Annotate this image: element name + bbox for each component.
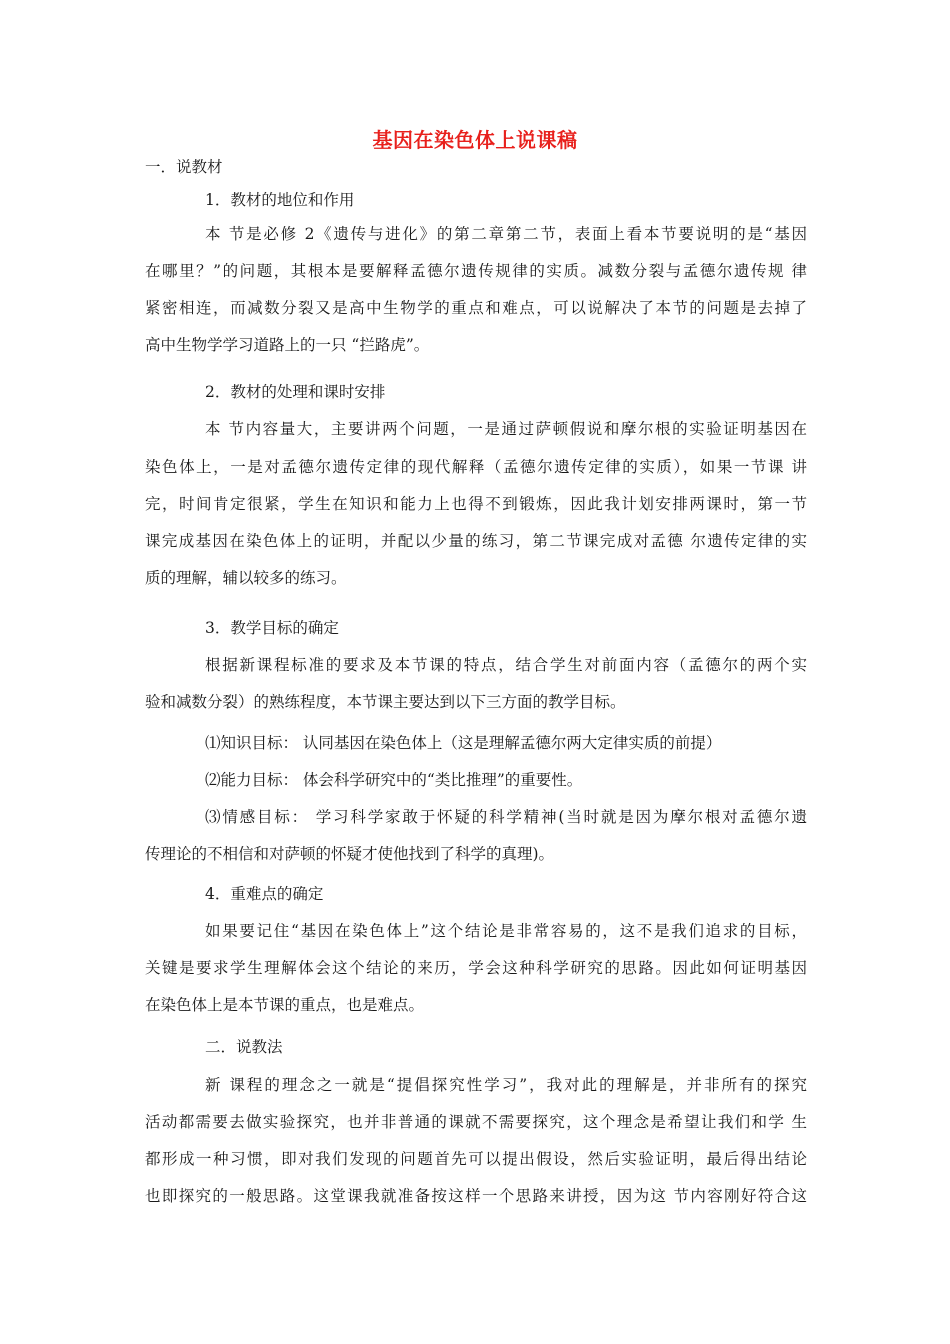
subheading-arrangement: 2．教材的处理和课时安排: [205, 383, 386, 401]
paragraph-line: 紧密相连，而减数分裂又是高中生物学的重点和难点，可以说解决了本节的问题是去掉了: [145, 299, 807, 317]
paragraph-line: 本 节内容量大，主要讲两个问题，一是通过萨顿假说和摩尔根的实验证明基因在: [205, 420, 807, 438]
paragraph-line: 都形成一种习惯，即对我们发现的问题首先可以提出假设，然后实验证明，最后得出结论: [145, 1150, 807, 1168]
paragraph-line: 也即探究的一般思路。这堂课我就准备按这样一个思路来讲授，因为这 节内容刚好符合这: [145, 1187, 807, 1205]
paragraph-line: 新 课程的理念之一就是“提倡探究性学习”，我对此的理解是，并非所有的探究: [205, 1076, 807, 1094]
objective-emotion: ⑶情感目标： 学习科学家敢于怀疑的科学精神(当时就是因为摩尔根对孟德尔遗: [205, 808, 807, 826]
paragraph-line: 如果要记住“基因在染色体上”这个结论是非常容易的，这不是我们追求的目标，: [205, 922, 807, 940]
document-title: 基因在染色体上说课稿: [372, 128, 578, 152]
paragraph-line: 在哪里？”的问题，其根本是要解释孟德尔遗传规律的实质。减数分裂与孟德尔遗传规 律: [145, 262, 807, 280]
paragraph-line: 根据新课程标准的要求及本节课的特点，结合学生对前面内容（孟德尔的两个实: [205, 656, 807, 674]
paragraph-line: 活动都需要去做实验探究，也并非普通的课就不需要探究，这个理念是希望让我们和学 生: [145, 1113, 807, 1131]
paragraph-line: 在染色体上是本节课的重点，也是难点。: [145, 996, 425, 1014]
paragraph-line: 传理论的不相信和对萨顿的怀疑才使他找到了科学的真理)。: [145, 845, 555, 863]
subheading-key-points: 4．重难点的确定: [205, 885, 324, 903]
paragraph-line: 完，时间肯定很紧，学生在知识和能力上也得不到锻炼，因此我计划安排两课时，第一节: [145, 495, 807, 513]
subheading-objectives: 3．教学目标的确定: [205, 619, 339, 637]
objective-ability: ⑵能力目标： 体会科学研究中的“类比推理”的重要性。: [205, 771, 583, 789]
paragraph-line: 高中生物学学习道路上的一只 “拦路虎”。: [145, 336, 430, 354]
paragraph-line: 关键是要求学生理解体会这个结论的来历，学会这种科学研究的思路。因此如何证明基因: [145, 959, 807, 977]
section-heading-method: 二．说教法: [205, 1038, 283, 1056]
paragraph-line: 质的理解，辅以较多的练习。: [145, 569, 347, 587]
objective-knowledge: ⑴知识目标： 认同基因在染色体上（这是理解孟德尔两大定律实质的前提）: [205, 734, 722, 752]
paragraph-line: 本 节是必修 2《遗传与进化》的第二章第二节，表面上看本节要说明的是“基因: [205, 225, 807, 243]
subheading-status: 1．教材的地位和作用: [205, 191, 355, 209]
paragraph-line: 课完成基因在染色体上的证明，并配以少量的练习，第二节课完成对孟德 尔遗传定律的实: [145, 532, 807, 550]
paragraph-line: 验和减数分裂）的熟练程度，本节课主要达到以下三方面的教学目标。: [145, 693, 626, 711]
paragraph-line: 染色体上，一是对孟德尔遗传定律的现代解释（孟德尔遗传定律的实质），如果一节课 讲: [145, 458, 807, 476]
section-heading-textbook: 一．说教材: [145, 158, 223, 176]
